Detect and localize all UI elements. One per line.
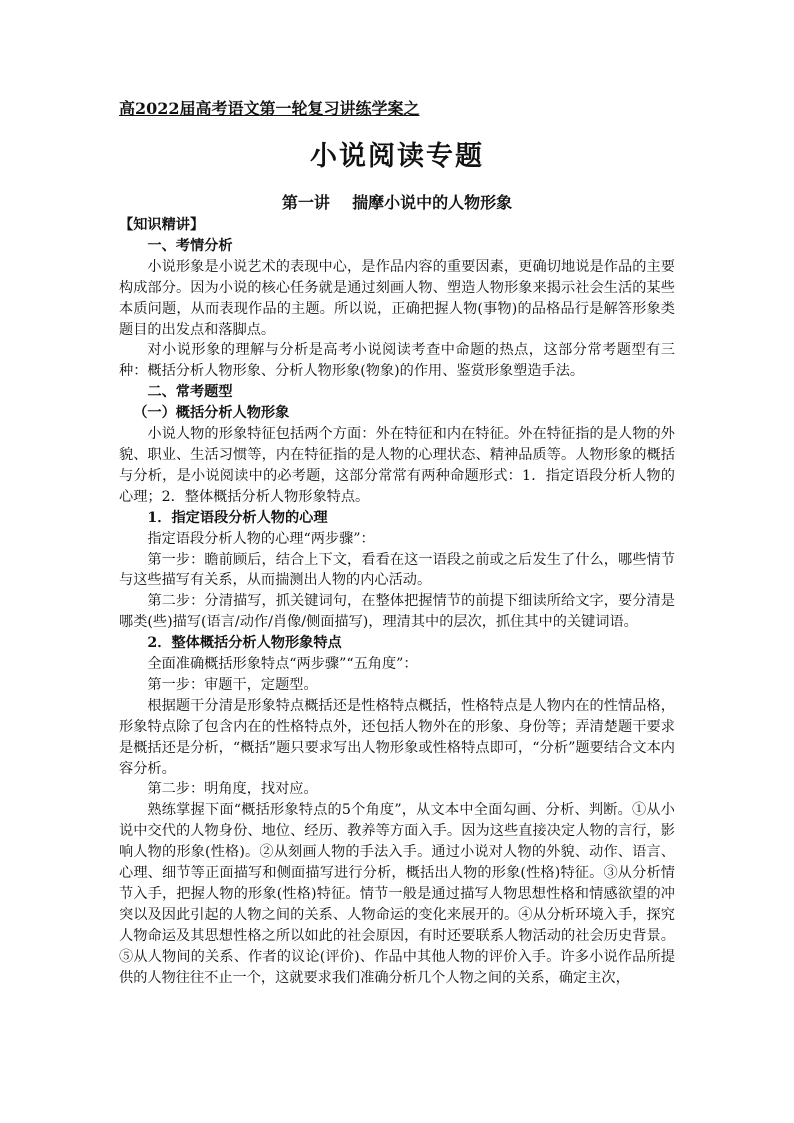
subheading-character-analysis: （一）概括分析人物形象 (133, 405, 290, 422)
subheading-overall-traits: 2．整体概括分析人物形象特点 (147, 635, 342, 652)
paragraph: 根据题干分清是形象特点概括还是性格特点概括，性格特点是人物内在的性情品格，形象特点除了包含内在的性格特点外，还包括人物外在的形象、身份等；弄清楚题干要求是概括还是分析，“概括”题只要求写出人物形象或性格特点即可，“分析”题要结合文本内容分析。 (119, 697, 675, 777)
paragraph: 对小说形象的理解与分析是高考小说阅读考查中命题的热点，这部分常考题型有三种：概括分析人物形象、分析人物形象(物象)的作用、鉴赏形象塑造手法。 (119, 342, 675, 380)
paragraph: 全面准确概括形象特点“两步骤”“五角度”： (147, 656, 418, 673)
lecture-title: 第一讲 揣摩小说中的人物形象 (281, 193, 513, 212)
heading-question-types: 二、常考题型 (147, 384, 233, 401)
heading-exam-analysis: 一、考情分析 (147, 237, 233, 254)
paragraph: 熟练掌握下面“概括形象特点的5个角度”，从文本中全面勾画、分析、判断。①从小说中交代的人物身份、地位、经历、教养等方面入手。因为这些直接决定人物的言行，影响人物的形象(性格)。②从刻画人物的手法入手。通过小说对人物的外貌、动作、语言、心理、细节等正面描写和侧面描写进行分析，概括出人物的形象(性格)特征。③从分析情节入手，把握人物的形象(性格)特征。情节一般是通过描写人物思想性格和情感欲望的冲突以及因此引起的人物之间的关系、人物命运的变化来展开的。④从分析环境入手，探究人物命运及其思想性格之所以如此的社会原因，有时还要联系人物活动的社会历史背景。⑤从人物间的关系、作者的议论(评价)、作品中其他人物的评价入手。许多小说作品所提供的人物往往不止一个，这就要求我们准确分析几个人物之间的关系，确定主次， (119, 802, 675, 986)
paragraph: 第一步：瞻前顾后，结合上下文，看看在这一语段之前或之后发生了什么，哪些情节与这些描写有关系，从而揣测出人物的内心活动。 (119, 551, 675, 589)
paragraph: 第一步：审题干，定题型。 (147, 676, 318, 693)
paragraph: 小说形象是小说艺术的表现中心，是作品内容的重要因素，更确切地说是作品的主要构成部分。因为小说的核心任务就是通过刻画人物、塑造人物形象来揭示社会生活的某些本质问题，从而表现作品的主题。所以说，正确把握人物(事物)的品格品行是解答形象类题目的出发点和落脚点。 (119, 258, 675, 338)
paragraph: 小说人物的形象特征包括两个方面：外在特征和内在特征。外在特征指的是人物的外貌、职业、生活习惯等，内在特征指的是人物的心理状态、精神品质等。人物形象的概括与分析，是小说阅读中的必考题，这部分常常有两种命题形式：1．指定语段分析人物的心理；2．整体概括分析人物形象特点。 (119, 426, 675, 505)
subheading-psychology: 1．指定语段分析人物的心理 (147, 509, 328, 526)
page-title: 小说阅读专题 (310, 141, 484, 172)
paragraph: 指定语段分析人物的心理“两步骤”： (147, 530, 375, 547)
paragraph: 第二步：明角度，找对应。 (147, 781, 318, 798)
paragraph: 第二步：分清描写，抓关键词句，在整体把握情节的前提下细读所给文字，要分清是哪类(些)描写(语言/动作/肖像/侧面描写)，理清其中的层次，抓住其中的关键词语。 (119, 593, 675, 631)
body-text (119, 215, 675, 989)
section-label: 【知识精讲】 (119, 217, 205, 233)
series-header: 高2022届高考语文第一轮复习讲练学案之 (119, 99, 420, 118)
